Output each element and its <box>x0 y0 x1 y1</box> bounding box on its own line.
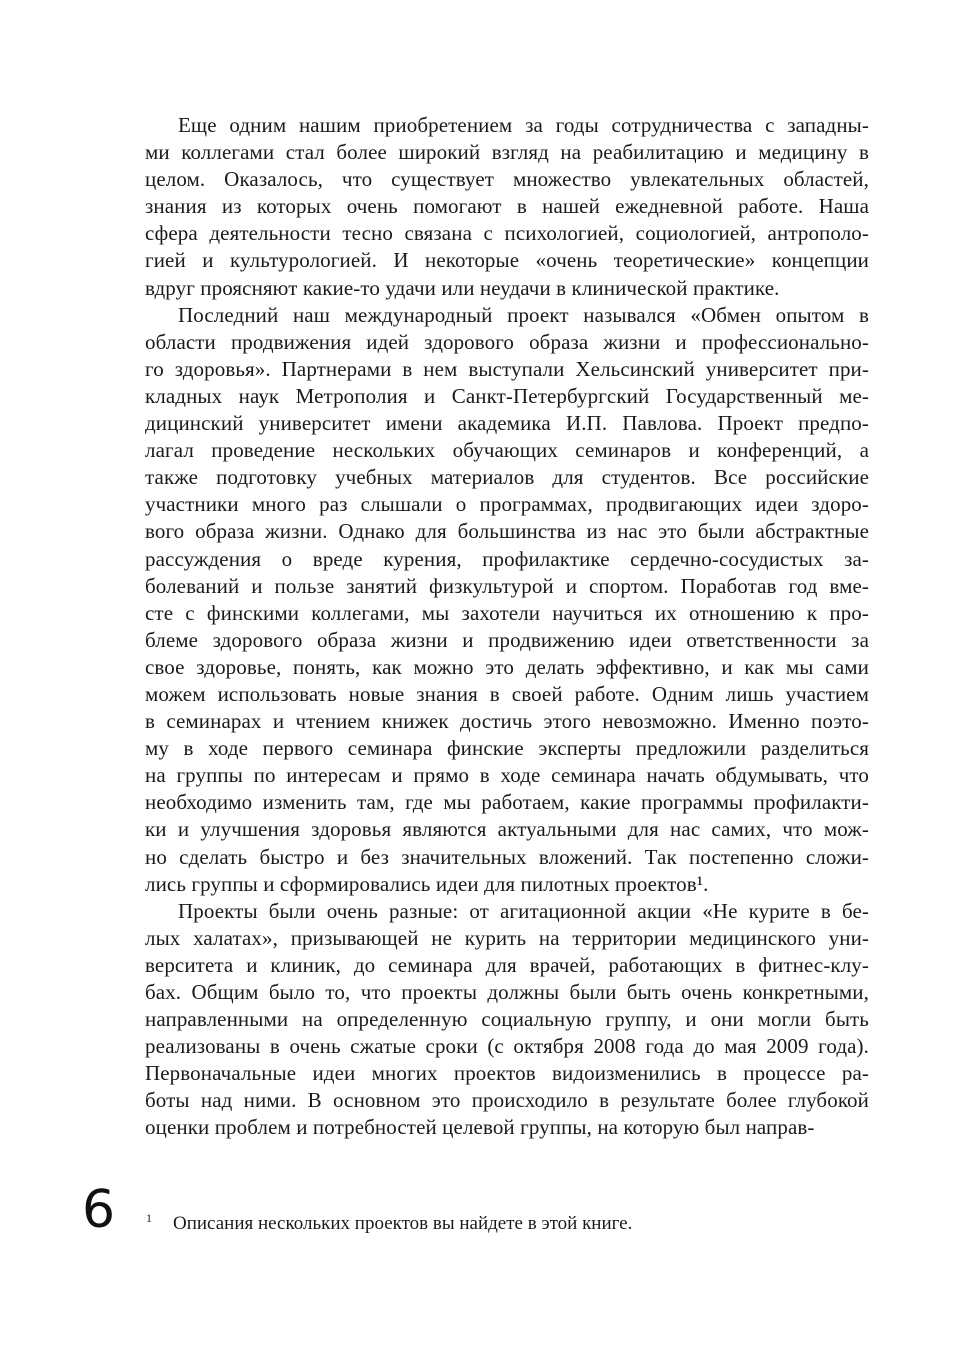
text-line: рассуждения о вреде курения, профилактике сердечно-сосудистых за- <box>145 546 869 571</box>
page-number: 6 <box>82 1180 116 1240</box>
text-line: болеваний и пользе занятий физкультурой и спортом. Поработав год вме- <box>145 573 869 598</box>
text-line: кладных наук Метрополия и Санкт-Петербургский Государственный ме- <box>145 383 869 408</box>
text-line: в семинарах и чтением книжек достичь этого невозможно. Именно поэто- <box>145 709 869 734</box>
text-line: вого образа жизни. Однако для большинства из нас это были абстрактные <box>145 519 869 544</box>
footnote <box>146 1206 870 1236</box>
text-block <box>145 112 869 1142</box>
text-line: го здоровья». Партнерами в нем выступали Хельсинский университет при- <box>145 356 869 381</box>
text-line: Проекты были очень разные: от агитационной акции «Не курите в бе- <box>178 898 869 923</box>
text-line: гией и культурологией. И некоторые «очень теоретические» концепции <box>145 248 869 273</box>
text-line: также подготовку учебных материалов для студентов. Все российские <box>145 465 869 490</box>
text-line: му в ходе первого семинара финские эксперты предложили разделиться <box>145 736 869 761</box>
text-line: свое здоровье, понять, как можно это делать эффективно, и как мы сами <box>145 654 869 679</box>
text-line: Еще одним нашим приобретением за годы сотрудничества с западны- <box>178 113 869 137</box>
footnote-marker: 1 <box>146 1211 152 1225</box>
text-line: лись группы и сформировались идеи для пилотных проектов¹. <box>145 871 709 896</box>
text-line: Последний наш международный проект назывался «Обмен опытом в <box>178 302 869 327</box>
text-line: области продвижения идей здорового образа жизни и профессионально- <box>145 329 869 354</box>
text-line: ки и улучшения здоровья являются актуальными для нас самих, что мож- <box>145 817 869 842</box>
text-line: верситета и клиник, до семинара для врачей, работающих в фитнес-клу- <box>145 952 869 977</box>
text-line: боты над ними. В основном это происходило в результате более глубокой <box>145 1088 869 1113</box>
text-line: можем использовать новые знания в своей работе. Одним лишь участием <box>145 681 869 706</box>
text-line: сфера деятельности тесно связана с психологией, социологией, антрополо- <box>145 221 869 246</box>
text-line: ми коллегами стал более широкий взгляд на реабилитацию и медицину в <box>145 140 869 165</box>
text-line: лагал проведение нескольких обучающих семинаров и конференций, а <box>145 438 869 463</box>
text-line: реализованы в очень сжатые сроки (с октября 2008 года до мая 2009 года). <box>145 1034 869 1059</box>
text-line: лых халатах», призывающей не курить на территории медицинского уни- <box>145 925 869 950</box>
paragraph <box>145 302 869 898</box>
text-line: направленными на определенную социальную группу, и они могли быть <box>145 1007 869 1032</box>
footnote-text: Описания нескольких проектов вы найдете в этой книге. <box>173 1213 633 1234</box>
paragraph <box>145 112 869 302</box>
text-line: участники много раз слышали о программах, продвигающих идеи здоро- <box>145 492 869 517</box>
text-line: оценки проблем и потребностей целевой группы, на которую был направ- <box>145 1115 815 1140</box>
paragraph <box>145 898 869 1142</box>
text-line: необходимо изменить там, где мы работаем, какие программы профилакти- <box>145 790 869 815</box>
text-line: сте с финскими коллегами, мы захотели научиться их отношению к про- <box>145 600 869 625</box>
text-line: блеме здорового образа жизни и продвижению идеи ответственности за <box>145 627 869 652</box>
text-line: вдруг проясняют какие-то удачи или неудачи в клинической практике. <box>145 275 780 300</box>
text-line: но сделать быстро и без значительных вложений. Так постепенно сложи- <box>145 844 869 869</box>
text-line: целом. Оказалось, что существует множество увлекательных областей, <box>145 167 869 192</box>
text-line: Первоначальные идеи многих проектов видоизменились в процессе ра- <box>145 1061 869 1086</box>
text-line: бах. Общим было то, что проекты должны были быть очень конкретными, <box>145 980 869 1004</box>
text-line: знания из которых очень помогают в нашей ежедневной работе. Наша <box>145 194 869 219</box>
text-line: на группы по интересам и прямо в ходе семинара начать обдумывать, что <box>145 763 869 788</box>
text-line: дицинский университет имени академика И.П. Павлова. Проект предпо- <box>145 411 869 436</box>
